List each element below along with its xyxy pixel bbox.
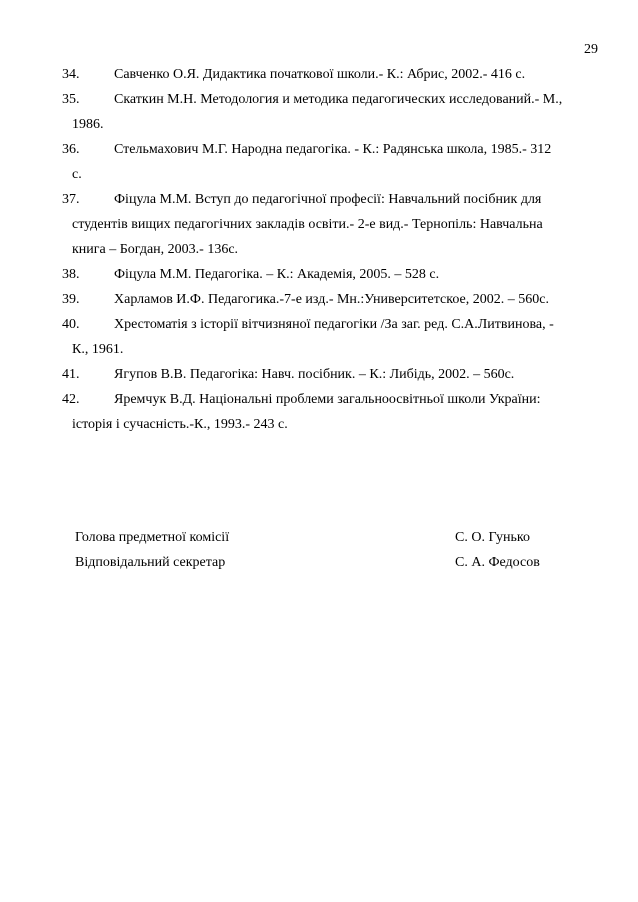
- reference-text: Скаткин М.Н. Методология и методика педагогических исследований.- М.,: [114, 92, 563, 107]
- reference-number: 41.: [62, 367, 80, 382]
- signature-row: [75, 550, 555, 575]
- reference-number: 36.: [62, 142, 80, 157]
- reference-continuation: К., 1961.: [72, 342, 124, 357]
- signature-role: Відповідальний секретар: [75, 555, 226, 570]
- reference-item: [62, 287, 590, 312]
- signature-name: С. А. Федосов: [455, 555, 540, 570]
- reference-text: Яремчук В.Д. Національні проблеми загальноосвітньої школи України:: [114, 392, 541, 407]
- reference-item: [62, 362, 590, 387]
- reference-continuation: с.: [72, 167, 82, 182]
- reference-continuation: книга – Богдан, 2003.- 136с.: [72, 242, 239, 257]
- reference-text: Савченко О.Я. Дидактика початкової школи.- К.: Абрис, 2002.- 416 с.: [114, 67, 526, 82]
- reference-item: [62, 387, 590, 437]
- reference-text: Фіцула М.М. Вступ до педагогічної професії: Навчальний посібник для: [114, 192, 542, 207]
- page-number: 29: [584, 42, 598, 57]
- reference-continuation: студентів вищих педагогічних закладів освіти.- 2-е вид.- Тернопіль: Навчальна: [72, 217, 543, 232]
- reference-number: 35.: [62, 92, 80, 107]
- reference-number: 40.: [62, 317, 80, 332]
- signature-name: С. О. Гунько: [455, 530, 530, 545]
- reference-continuation: історія і сучасність.-К., 1993.- 243 с.: [72, 417, 288, 432]
- reference-text: Фіцула М.М. Педагогіка. – К.: Академія, 2005. – 528 с.: [114, 267, 440, 282]
- reference-text: Стельмахович М.Г. Народна педагогіка. - К.: Радянська школа, 1985.- 312: [114, 142, 552, 157]
- reference-number: 39.: [62, 292, 80, 307]
- reference-number: 37.: [62, 192, 80, 207]
- reference-item: [62, 62, 590, 87]
- reference-number: 38.: [62, 267, 80, 282]
- reference-item: [62, 137, 590, 187]
- reference-text: Ягупов В.В. Педагогіка: Навч. посібник. – К.: Либідь, 2002. – 560с.: [114, 367, 515, 382]
- reference-list: [62, 62, 590, 437]
- reference-item: [62, 262, 590, 287]
- reference-item: [62, 312, 590, 362]
- signature-row: [75, 525, 555, 550]
- reference-text: Хрестоматія з історії вітчизняної педагогіки /За заг. ред. С.А.Литвинова, -: [114, 317, 554, 332]
- reference-continuation: 1986.: [72, 117, 104, 132]
- reference-number: 34.: [62, 67, 80, 82]
- reference-item: [62, 187, 590, 262]
- signature-block: [75, 525, 555, 575]
- signature-role: Голова предметної комісії: [75, 530, 230, 545]
- reference-item: [62, 87, 590, 137]
- reference-number: 42.: [62, 392, 80, 407]
- reference-text: Харламов И.Ф. Педагогика.-7-е изд.- Мн.:Университетское, 2002. – 560с.: [114, 292, 549, 307]
